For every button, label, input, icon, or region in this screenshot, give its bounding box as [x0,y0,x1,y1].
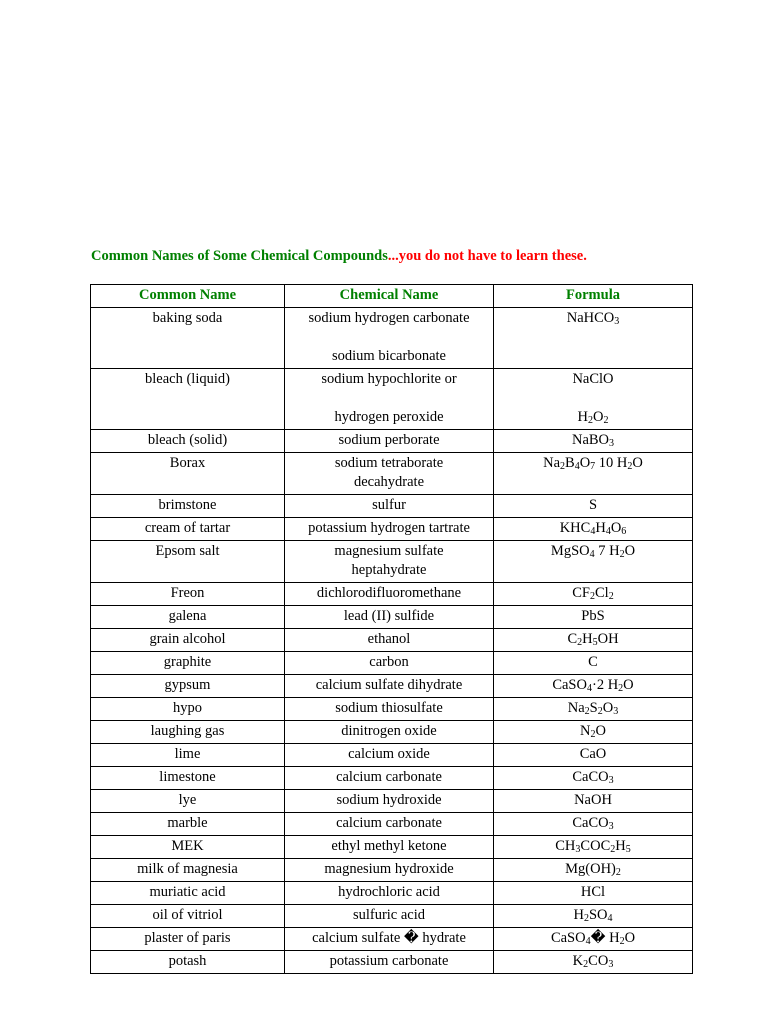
cell-line: sodium hydrogen carbonate [308,310,470,326]
common-name-cell: Freon [91,583,285,606]
common-name-cell: bleach (solid) [91,430,285,453]
cell-line: sodium thiosulfate [335,700,443,716]
chemical-name-cell [285,453,494,495]
table-row [91,518,693,541]
chemical-name-cell [285,606,494,629]
cell-line: sodium tetraborate [334,455,444,471]
table-row [91,606,693,629]
cell-line: MgSO$_4$ 7 $H_2O$ [550,543,636,560]
chemical-name-cell [285,790,494,813]
cell-line: C [588,654,598,670]
table-row [91,882,693,905]
cell-line: ethyl methyl ketone [331,838,447,854]
common-name-cell: cream of tartar [91,518,285,541]
cell-line: $KHC_4H_4O_6$ [559,520,627,537]
cell-line: dichlorodifluoromethane [316,585,462,601]
cell-line: CaSO$_4$� $H_2O$ [550,930,636,947]
chemical-name-cell [285,836,494,859]
formula-cell [494,813,693,836]
cell-line: sodium bicarbonate [332,348,446,364]
table-row [91,744,693,767]
cell-line: calcium sulfate � hydrate [312,930,466,946]
cell-line: $Mg(OH)_2$ [565,861,621,878]
formula-cell [494,495,693,518]
chemical-name-cell [285,859,494,882]
table-row [91,836,693,859]
table-row [91,767,693,790]
cell-line: CaO [579,746,607,762]
cell-line: potassium hydrogen tartrate [308,520,470,536]
formula-cell [494,308,693,369]
table-row [91,951,693,974]
chemical-name-cell [285,369,494,430]
page-title [91,248,587,265]
formula-cell [494,675,693,698]
cell-line: $H_2SO_4$ [573,907,613,924]
common-name-cell: lye [91,790,285,813]
chemical-name-cell [285,675,494,698]
common-name-cell: limestone [91,767,285,790]
chemical-name-cell [285,518,494,541]
cell-line: $CH_3COC_2H_5$ [555,838,631,855]
table-row [91,790,693,813]
chemical-name-cell [285,767,494,790]
cell-line: calcium carbonate [336,815,442,831]
formula-cell [494,453,693,495]
cell-line: sodium hypochlorite or [321,371,457,387]
line-gap [288,389,490,408]
common-name-cell: gypsum [91,675,285,698]
cell-line: carbon [369,654,409,670]
table-row [91,541,693,583]
chemical-name-cell [285,629,494,652]
cell-line: $Na_2S_2O_3$ [567,700,619,717]
header-row [91,285,693,308]
common-name-cell: laughing gas [91,721,285,744]
cell-line: $H_2O_2$ [577,409,609,426]
cell-line: calcium carbonate [336,769,442,785]
cell-line: magnesium sulfate [334,543,444,559]
cell-line: sodium hydroxide [336,792,442,808]
common-name-cell: grain alcohol [91,629,285,652]
common-name-cell: Borax [91,453,285,495]
formula-cell [494,767,693,790]
common-name-cell: lime [91,744,285,767]
table-row [91,583,693,606]
cell-line: NaClO [572,371,614,387]
chemical-name-cell [285,308,494,369]
chemical-name-cell [285,813,494,836]
chemical-name-cell [285,721,494,744]
common-name-cell: Epsom salt [91,541,285,583]
common-name-cell: milk of magnesia [91,859,285,882]
formula-cell [494,583,693,606]
cell-line: NaBO$_3$ [571,432,615,449]
chemical-name-cell [285,698,494,721]
cell-line: NaHCO$_3$ [566,310,620,327]
table-row [91,629,693,652]
table-row [91,369,693,430]
table-row [91,905,693,928]
chemical-name-cell [285,744,494,767]
table-row [91,859,693,882]
table-row [91,453,693,495]
cell-line: CaCO$_3$ [572,769,614,786]
cell-line: potassium carbonate [329,953,449,969]
cell-line: hydrochloric acid [338,884,440,900]
chemical-name-cell [285,430,494,453]
common-name-cell: graphite [91,652,285,675]
cell-line: sodium perborate [338,432,440,448]
cell-line: ethanol [367,631,411,647]
formula-cell [494,721,693,744]
formula-cell [494,790,693,813]
table-row [91,495,693,518]
cell-line: $N_2O$ [580,723,606,740]
cell-line: calcium oxide [348,746,430,762]
cell-line: S [588,497,598,513]
formula-cell [494,369,693,430]
chemical-name-cell [285,905,494,928]
common-name-cell: muriatic acid [91,882,285,905]
chemical-name-cell [285,951,494,974]
formula-cell [494,951,693,974]
header-common-name: Common Name [91,285,285,308]
table-body [91,308,693,974]
chemical-name-cell [285,541,494,583]
common-name-cell: baking soda [91,308,285,369]
formula-cell [494,859,693,882]
common-name-cell: hypo [91,698,285,721]
formula-cell [494,698,693,721]
formula-cell [494,606,693,629]
common-name-cell: marble [91,813,285,836]
cell-line: dinitrogen oxide [341,723,437,739]
table-row [91,813,693,836]
chemical-name-cell [285,652,494,675]
cell-line: NaOH [574,792,612,808]
table-row [91,652,693,675]
chemical-name-cell [285,928,494,951]
formula-cell [494,541,693,583]
formula-cell [494,744,693,767]
cell-line: calcium sulfate dihydrate [315,677,463,693]
header-formula: Formula [494,285,693,308]
cell-line: sulfur [372,497,406,513]
cell-line: magnesium hydroxide [324,861,454,877]
cell-line: lead (II) sulfide [343,608,435,624]
formula-cell [494,652,693,675]
line-gap [288,328,490,347]
cell-line: decahydrate [353,474,425,490]
formula-cell [494,629,693,652]
cell-line: PbS [581,608,605,624]
title-main: Common Names of Some Chemical Compounds [91,248,388,264]
common-name-cell: bleach (liquid) [91,369,285,430]
cell-line: CaSO$_4$·2 $H_2O$ [552,677,634,694]
formula-cell [494,905,693,928]
cell-line: CaCO$_3$ [572,815,614,832]
cell-line: $Na_2B_4O_7$ 10 $H_2O$ [543,455,643,472]
cell-line: hydrogen peroxide [334,409,444,425]
formula-cell [494,518,693,541]
formula-cell [494,430,693,453]
chemical-name-cell [285,495,494,518]
title-note: ...you do not have to learn these. [387,248,587,264]
table-row [91,675,693,698]
chemical-name-cell [285,583,494,606]
table-row [91,308,693,369]
table-row [91,721,693,744]
formula-cell [494,882,693,905]
cell-line: $CF_2Cl_2$ [572,585,614,602]
table-row [91,430,693,453]
table-row [91,928,693,951]
common-name-cell: galena [91,606,285,629]
cell-line: HCl [580,884,606,900]
cell-line: sulfuric acid [352,907,426,923]
cell-line: heptahydrate [351,562,427,578]
formula-cell [494,928,693,951]
chemical-name-cell [285,882,494,905]
header-chemical-name: Chemical Name [285,285,494,308]
common-name-cell: oil of vitriol [91,905,285,928]
common-name-cell: plaster of paris [91,928,285,951]
cell-line: $K_2CO_3$ [572,953,614,970]
common-name-cell: MEK [91,836,285,859]
line-gap [497,389,689,408]
table-row [91,698,693,721]
cell-line: $C_2H_5OH$ [567,631,619,648]
compounds-table [90,284,693,974]
common-name-cell: brimstone [91,495,285,518]
common-name-cell: potash [91,951,285,974]
formula-cell [494,836,693,859]
